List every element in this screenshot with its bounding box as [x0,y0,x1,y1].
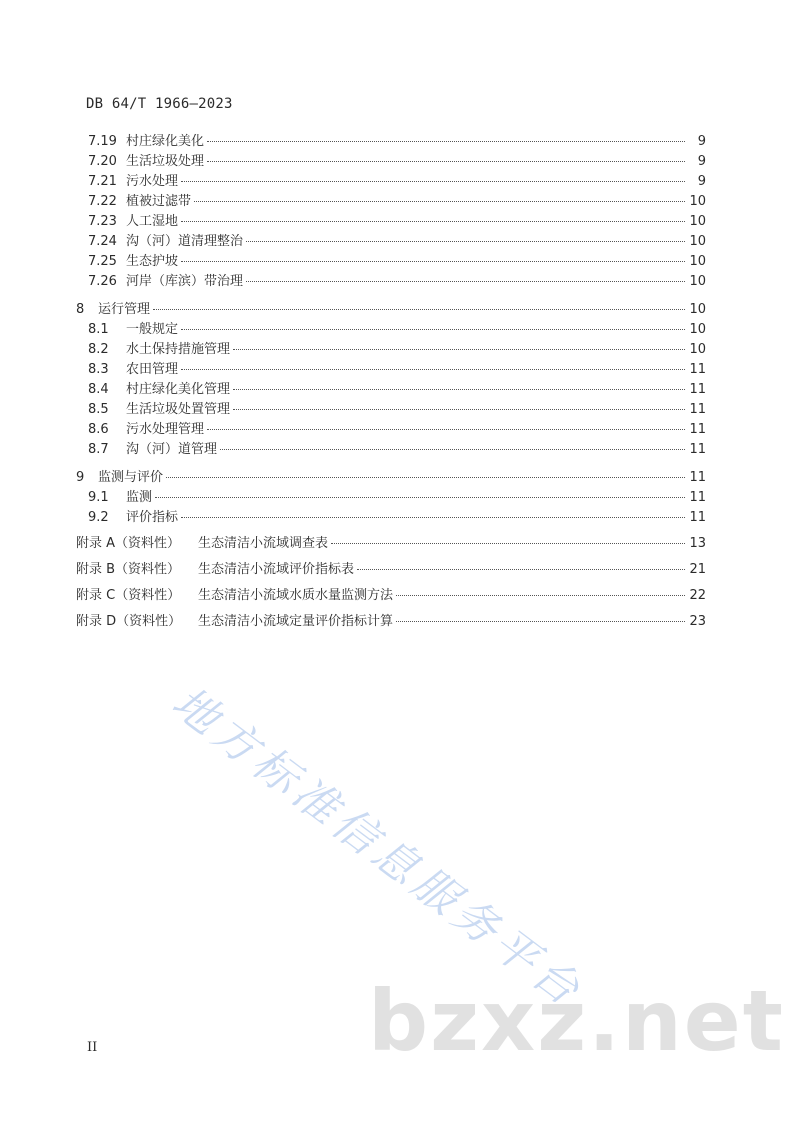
toc-entry-title: 植被过滤带 [126,194,192,209]
toc-entry-7-25[interactable] [88,254,706,270]
toc-entry-page: 23 [689,614,706,629]
toc-entry-title: 运行管理 [98,302,151,317]
toc-entry-page: 10 [689,214,706,229]
toc-entry-page: 11 [689,442,706,457]
toc-entry-page: 13 [689,536,706,551]
toc-entry-number: 7.20 [88,154,117,169]
toc-entry-number: 8 [76,302,85,317]
toc-entry-title: 沟（河）道清理整治 [126,234,244,249]
toc-entry-title: 污水处理 [126,174,179,189]
toc-entry-page: 10 [689,254,706,269]
toc-leader-dots [246,281,685,282]
toc-entry-page: 11 [689,362,706,377]
toc-entry-9[interactable] [76,470,706,486]
toc-entry-8-2[interactable] [88,342,706,358]
toc-entry-7-21[interactable] [88,174,706,190]
document-code: DB 64/T 1966—2023 [86,96,233,112]
toc-entry-number: 7.22 [88,194,117,209]
toc-entry-8-5[interactable] [88,402,706,418]
toc-leader-dots [181,329,685,330]
toc-entry-appendix-d[interactable] [76,614,706,630]
toc-entry-title: 一般规定 [126,322,179,337]
toc-entry-title: 污水处理管理 [126,422,205,437]
toc-entry-number: 8.6 [88,422,109,437]
toc-entry-number: 9.2 [88,510,109,525]
toc-entry-page: 10 [689,194,706,209]
toc-leader-dots [181,221,685,222]
site-watermark: bzxz.net [368,972,785,1070]
toc-entry-page: 9 [697,174,706,189]
toc-entry-number: 7.23 [88,214,117,229]
toc-entry-number: 8.5 [88,402,109,417]
toc-entry-appendix-a[interactable] [76,536,706,552]
toc-entry-page: 10 [689,342,706,357]
toc-leader-dots [166,477,685,478]
toc-entry-number: 附录 D（资料性） [76,614,182,629]
toc-entry-7-19[interactable] [88,134,706,150]
toc-entry-number: 9 [76,470,85,485]
toc-entry-number: 8.7 [88,442,109,457]
toc-entry-number: 附录 A（资料性） [76,536,181,551]
toc-entry-title: 监测与评价 [98,470,164,485]
toc-entry-title: 评价指标 [126,510,179,525]
toc-leader-dots [331,543,685,544]
toc-entry-title: 监测 [126,490,153,505]
toc-entry-9-2[interactable] [88,510,706,526]
toc-entry-title: 生态清洁小流域定量评价指标计算 [198,614,394,629]
toc-leader-dots [207,141,685,142]
toc-leader-dots [357,569,685,570]
toc-entry-title: 生态清洁小流域评价指标表 [198,562,355,577]
toc-entry-number: 7.25 [88,254,117,269]
platform-watermark: 地方标准信息服务平台 [162,676,593,1019]
toc-entry-7-26[interactable] [88,274,706,290]
toc-entry-title: 河岸（库滨）带治理 [126,274,244,289]
toc-entry-page: 10 [689,302,706,317]
toc-entry-7-22[interactable] [88,194,706,210]
toc-entry-8-1[interactable] [88,322,706,338]
toc-entry-number: 7.26 [88,274,117,289]
toc-leader-dots [194,201,685,202]
toc-entry-title: 农田管理 [126,362,179,377]
toc-entry-title: 村庄绿化美化 [126,134,205,149]
toc-entry-title: 水土保持措施管理 [126,342,231,357]
toc-entry-page: 11 [689,470,706,485]
toc-leader-dots [233,389,685,390]
toc-entry-page: 11 [689,422,706,437]
toc-entry-title: 生态清洁小流域调查表 [198,536,329,551]
toc-entry-number: 附录 B（资料性） [76,562,181,577]
toc-leader-dots [181,261,685,262]
toc-leader-dots [155,497,685,498]
page-number: II [87,1040,98,1055]
toc-entry-8-6[interactable] [88,422,706,438]
toc-leader-dots [233,409,685,410]
toc-leader-dots [207,161,685,162]
toc-entry-number: 7.21 [88,174,117,189]
toc-entry-title: 人工湿地 [126,214,179,229]
toc-entry-7-24[interactable] [88,234,706,250]
toc-entry-8[interactable] [76,302,706,318]
toc-entry-title: 生活垃圾处理 [126,154,205,169]
toc-entry-number: 7.24 [88,234,117,249]
toc-entry-number: 7.19 [88,134,117,149]
toc-entry-number: 9.1 [88,490,109,505]
toc-leader-dots [181,369,685,370]
toc-leader-dots [220,449,685,450]
toc-entry-page: 9 [697,154,706,169]
toc-entry-page: 11 [689,402,706,417]
toc-entry-number: 8.1 [88,322,109,337]
toc-entry-7-20[interactable] [88,154,706,170]
toc-entry-8-3[interactable] [88,362,706,378]
toc-entry-title: 生活垃圾处置管理 [126,402,231,417]
toc-leader-dots [181,517,685,518]
toc-entry-title: 生态护坡 [126,254,179,269]
toc-entry-9-1[interactable] [88,490,706,506]
toc-leader-dots [396,595,685,596]
toc-entry-title: 沟（河）道管理 [126,442,218,457]
toc-entry-number: 附录 C（资料性） [76,588,181,603]
toc-leader-dots [153,309,685,310]
toc-entry-8-4[interactable] [88,382,706,398]
toc-entry-page: 21 [689,562,706,577]
toc-entry-page: 10 [689,322,706,337]
toc-entry-appendix-c[interactable] [76,588,706,604]
toc-entry-page: 10 [689,234,706,249]
toc-entry-number: 8.4 [88,382,109,397]
toc-entry-appendix-b[interactable] [76,562,706,578]
toc-entry-8-7[interactable] [88,442,706,458]
toc-leader-dots [207,429,685,430]
toc-leader-dots [233,349,685,350]
toc-entry-number: 8.3 [88,362,109,377]
toc-entry-title: 生态清洁小流域水质水量监测方法 [198,588,394,603]
toc-entry-page: 10 [689,274,706,289]
toc-entry-number: 8.2 [88,342,109,357]
toc-entry-7-23[interactable] [88,214,706,230]
toc-entry-page: 9 [697,134,706,149]
toc-entry-page: 11 [689,382,706,397]
toc-leader-dots [246,241,685,242]
toc-leader-dots [396,621,685,622]
toc-leader-dots [181,181,685,182]
toc-entry-title: 村庄绿化美化管理 [126,382,231,397]
toc-entry-page: 11 [689,510,706,525]
toc-entry-page: 11 [689,490,706,505]
toc-entry-page: 22 [689,588,706,603]
